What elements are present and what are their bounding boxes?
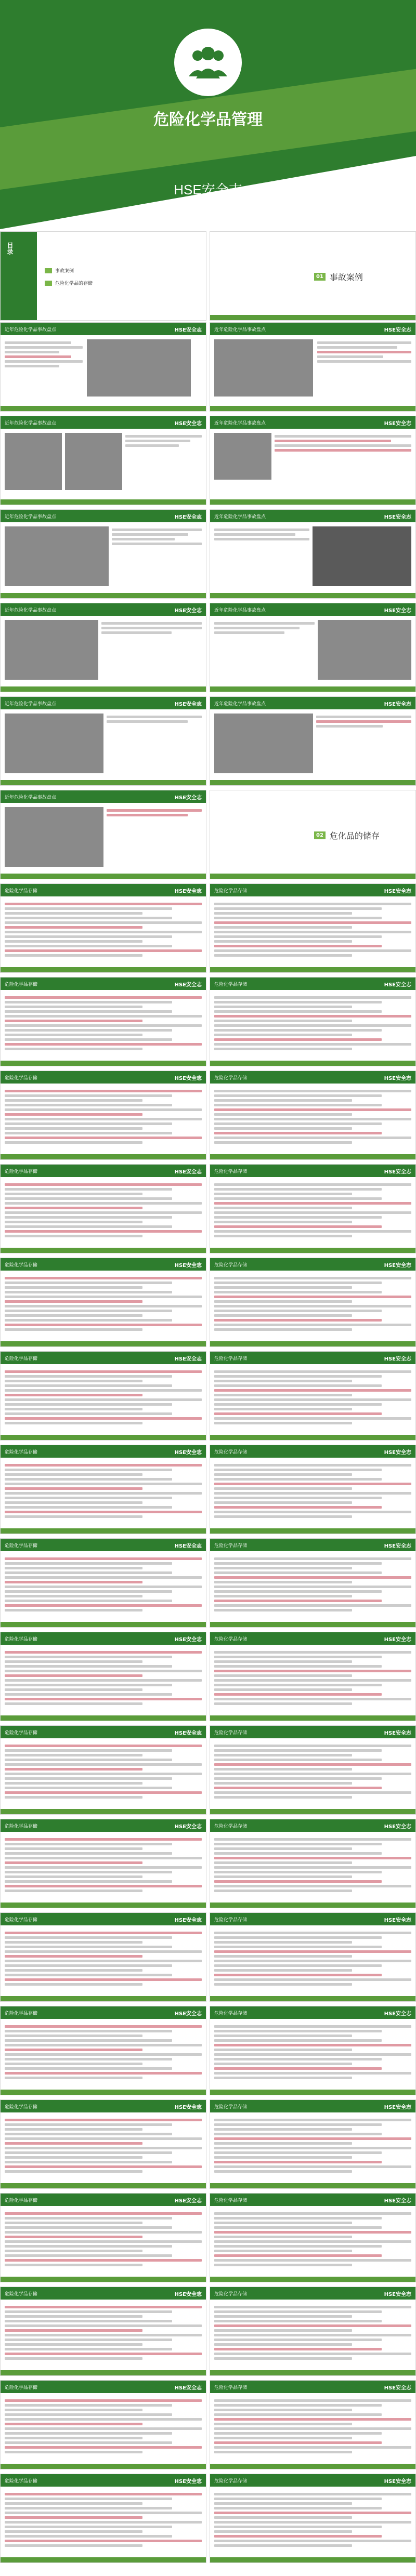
incident-photo — [214, 339, 313, 397]
slide-header-title: 危险化学品存储 — [5, 2291, 38, 2297]
slide-header-tag: HSE安全志 — [174, 982, 202, 988]
slide-header-title: 近年危险化学品事故盘点 — [5, 514, 57, 520]
slide-header-title: 危险化学品存储 — [214, 1262, 248, 1268]
slide-header-tag: HSE安全志 — [384, 1730, 411, 1736]
case-slide — [210, 696, 416, 786]
slide-header-tag: HSE安全志 — [174, 2291, 202, 2297]
slide-header-title: 近年危险化学品事故盘点 — [214, 420, 266, 426]
storage-slide — [210, 1071, 416, 1160]
storage-slide — [210, 1258, 416, 1347]
storage-slide — [0, 2474, 206, 2563]
case-slide — [0, 696, 206, 786]
slide-header-tag: HSE安全志 — [174, 2104, 202, 2110]
slide-header-title: 危险化学品存储 — [214, 1917, 248, 1923]
incident-photo — [214, 714, 313, 773]
slide-header-title: 危险化学品存储 — [214, 2478, 248, 2484]
slide-header-tag: HSE安全志 — [174, 1824, 202, 1830]
storage-slide — [0, 1351, 206, 1441]
slide-header-title: 危险化学品存储 — [5, 1917, 38, 1923]
slide-header-title: 危险化学品存储 — [5, 2478, 38, 2484]
slide-header-title: 危险化学品存储 — [5, 1824, 38, 1829]
slide-header-title: 近年危险化学品事故盘点 — [214, 514, 266, 520]
slide-header-tag: HSE安全志 — [384, 327, 411, 333]
slide-header-title: 危险化学品存储 — [5, 1262, 38, 1268]
slide-header-title: 危险化学品存储 — [214, 1075, 248, 1081]
storage-slide — [210, 2193, 416, 2282]
cover-subtitle: HSE安全志 — [174, 182, 242, 197]
slide-header-tag: HSE安全志 — [384, 1824, 411, 1830]
case-slide — [210, 416, 416, 505]
slide-header-title: 近年危险化学品事故盘点 — [5, 420, 57, 426]
slide-header-title: 近年危险化学品事故盘点 — [214, 327, 266, 333]
slide-header-tag: HSE安全志 — [384, 2478, 411, 2485]
storage-slide — [0, 1912, 206, 2002]
slide-header-tag: HSE安全志 — [384, 1636, 411, 1643]
storage-slide — [210, 977, 416, 1066]
incident-photo — [65, 433, 122, 490]
slide-header-title: 危险化学品存储 — [214, 1169, 248, 1174]
section-number: 01 — [314, 273, 326, 281]
slide-header-title: 近年危险化学品事故盘点 — [5, 795, 57, 800]
slide-header-title: 危险化学品存储 — [5, 2385, 38, 2390]
slide-header-title: 危险化学品存储 — [5, 888, 38, 894]
slide-header-tag: HSE安全志 — [174, 1449, 202, 1456]
storage-slide — [0, 1445, 206, 1534]
case-slide — [0, 416, 206, 505]
slide-header-title: 危险化学品存储 — [5, 1543, 38, 1549]
slide-header-tag: HSE安全志 — [174, 1543, 202, 1549]
case-slide — [0, 790, 206, 879]
case-slide — [210, 603, 416, 692]
slide-header-tag: HSE安全志 — [174, 888, 202, 894]
section-slide-1 — [210, 231, 416, 321]
slide-header-tag: HSE安全志 — [174, 1730, 202, 1736]
storage-slide — [0, 2006, 206, 2095]
storage-slide — [0, 1819, 206, 1908]
slide-header-tag: HSE安全志 — [174, 327, 202, 333]
slide-header-tag: HSE安全志 — [174, 1262, 202, 1269]
slide-header-tag: HSE安全志 — [384, 1262, 411, 1269]
slide-header-title: 危险化学品存储 — [5, 1356, 38, 1362]
slide-header-tag: HSE安全志 — [384, 1543, 411, 1549]
storage-slide — [210, 1912, 416, 2002]
incident-photo — [87, 339, 191, 397]
incident-photo — [5, 714, 103, 773]
slide-header-tag: HSE安全志 — [384, 607, 411, 614]
agenda-side-label: 目录 — [6, 242, 14, 255]
slide-header-tag: HSE安全志 — [174, 1917, 202, 1923]
slide-header-title: 危险化学品存储 — [214, 1730, 248, 1736]
slide-header-title: 危险化学品存储 — [214, 1449, 248, 1455]
storage-slide — [210, 1445, 416, 1534]
storage-slide — [0, 1725, 206, 1815]
slide-header-tag: HSE安全志 — [174, 1169, 202, 1175]
case-slide — [210, 322, 416, 412]
storage-slide — [0, 2380, 206, 2469]
slide-header-tag: HSE安全志 — [384, 1169, 411, 1175]
storage-slide — [210, 2380, 416, 2469]
slide-header-tag: HSE安全志 — [174, 514, 202, 520]
incident-photo — [214, 433, 271, 480]
slide-header-title: 危险化学品存储 — [5, 2198, 38, 2203]
slide-header-title: 危险化学品存储 — [214, 1824, 248, 1829]
slide-header-title: 近年危险化学品事故盘点 — [214, 701, 266, 707]
storage-slide — [0, 2287, 206, 2376]
slide-header-title: 近年危险化学品事故盘点 — [214, 607, 266, 613]
storage-slide — [210, 1725, 416, 1815]
incident-photo — [318, 620, 411, 680]
section-header — [314, 829, 380, 841]
slide-header-tag: HSE安全志 — [174, 1356, 202, 1362]
incident-photo — [5, 526, 109, 586]
section-header — [314, 271, 363, 283]
slide-header-tag: HSE安全志 — [174, 2011, 202, 2017]
slide-header-tag: HSE安全志 — [174, 2198, 202, 2204]
slide-header-title: 危险化学品存储 — [214, 2291, 248, 2297]
storage-slide — [210, 2474, 416, 2563]
slide-header-title: 危险化学品存储 — [5, 2104, 38, 2110]
slide-header-title: 危险化学品存储 — [214, 2385, 248, 2390]
storage-slide — [0, 977, 206, 1066]
slide-header-tag: HSE安全志 — [174, 607, 202, 614]
slide-header-tag: HSE安全志 — [384, 1449, 411, 1456]
slide-header-tag: HSE安全志 — [384, 888, 411, 894]
slide-header-title: 危险化学品存储 — [214, 2104, 248, 2110]
slide-header-title: 危险化学品存储 — [5, 1636, 38, 1642]
incident-photo — [5, 620, 98, 680]
slide-header-title: 危险化学品存储 — [214, 1543, 248, 1549]
case-slide — [210, 509, 416, 599]
slide-header-title: 危险化学品存储 — [214, 888, 248, 894]
slide-header-title: 危险化学品存储 — [214, 982, 248, 987]
storage-slide — [210, 1819, 416, 1908]
slide-header-tag: HSE安全志 — [174, 701, 202, 707]
slide-header-title: 危险化学品存储 — [214, 2198, 248, 2203]
slide-header-tag: HSE安全志 — [384, 1356, 411, 1362]
storage-slide — [0, 1538, 206, 1628]
storage-slide — [0, 1632, 206, 1721]
slide-header-title: 近年危险化学品事故盘点 — [5, 607, 57, 613]
cover-title: 危险化学品管理 — [153, 111, 263, 128]
agenda-item-label: 危险化学品的存储 — [55, 281, 93, 286]
incident-photo — [5, 433, 62, 490]
slide-header-title: 危险化学品存储 — [5, 1169, 38, 1174]
agenda-sidebar — [1, 232, 37, 320]
case-slide — [0, 603, 206, 692]
storage-slide — [0, 1071, 206, 1160]
storage-slide — [0, 2193, 206, 2282]
slide-header-tag: HSE安全志 — [174, 1636, 202, 1643]
storage-slide — [210, 883, 416, 973]
slide-header-tag: HSE安全志 — [174, 1075, 202, 1081]
slide-header-title: 危险化学品存储 — [5, 2011, 38, 2016]
incident-photo — [5, 807, 103, 867]
section-slide-2 — [210, 790, 416, 879]
section-number: 02 — [314, 831, 326, 839]
case-slide — [0, 322, 206, 412]
slide-header-tag: HSE安全志 — [174, 420, 202, 427]
slide-header-tag: HSE安全志 — [384, 2011, 411, 2017]
slide-header-tag: HSE安全志 — [384, 2198, 411, 2204]
people-group-icon — [174, 29, 242, 96]
case-slide — [0, 509, 206, 599]
agenda-slide — [0, 231, 206, 321]
slide-header-tag: HSE安全志 — [384, 2291, 411, 2297]
slide-header-tag: HSE安全志 — [384, 982, 411, 988]
slide-header-tag: HSE安全志 — [384, 420, 411, 427]
slide-header-title: 近年危险化学品事故盘点 — [5, 701, 57, 707]
storage-slide — [210, 1632, 416, 1721]
agenda-item-2 — [45, 280, 93, 286]
storage-slide — [0, 883, 206, 973]
storage-slide — [210, 1351, 416, 1441]
slide-header-title: 近年危险化学品事故盘点 — [5, 327, 57, 333]
slide-header-tag: HSE安全志 — [384, 1917, 411, 1923]
slide-header-tag: HSE安全志 — [384, 514, 411, 520]
slide-header-title: 危险化学品存储 — [5, 1075, 38, 1081]
storage-slide — [210, 1538, 416, 1628]
agenda-item-1 — [45, 267, 74, 274]
slide-header-tag: HSE安全志 — [174, 2478, 202, 2485]
slide-header-title: 危险化学品存储 — [214, 1636, 248, 1642]
storage-slide — [0, 1164, 206, 1253]
slide-header-title: 危险化学品存储 — [5, 1730, 38, 1736]
slide-header-title: 危险化学品存储 — [214, 1356, 248, 1362]
storage-slide — [0, 1258, 206, 1347]
section-title: 危化品的储存 — [329, 831, 380, 841]
slide-header-title: 危险化学品存储 — [5, 982, 38, 987]
section-title: 事故案例 — [329, 272, 363, 282]
slide-header-tag: HSE安全志 — [174, 2385, 202, 2391]
slide-header-tag: HSE安全志 — [384, 2385, 411, 2391]
storage-slide — [210, 2099, 416, 2189]
slide-header-tag: HSE安全志 — [384, 701, 411, 707]
storage-slide — [210, 2287, 416, 2376]
storage-slide — [210, 2006, 416, 2095]
storage-slide — [0, 2099, 206, 2189]
agenda-item-label: 事故案例 — [55, 269, 74, 274]
slide-header-tag: HSE安全志 — [384, 2104, 411, 2110]
slide-header-tag: HSE安全志 — [384, 1075, 411, 1081]
storage-slide — [210, 1164, 416, 1253]
cover-slide — [0, 0, 416, 231]
incident-photo — [313, 526, 411, 586]
slide-header-title: 危险化学品存储 — [5, 1449, 38, 1455]
slide-header-tag: HSE安全志 — [174, 795, 202, 801]
slide-header-title: 危险化学品存储 — [214, 2011, 248, 2016]
